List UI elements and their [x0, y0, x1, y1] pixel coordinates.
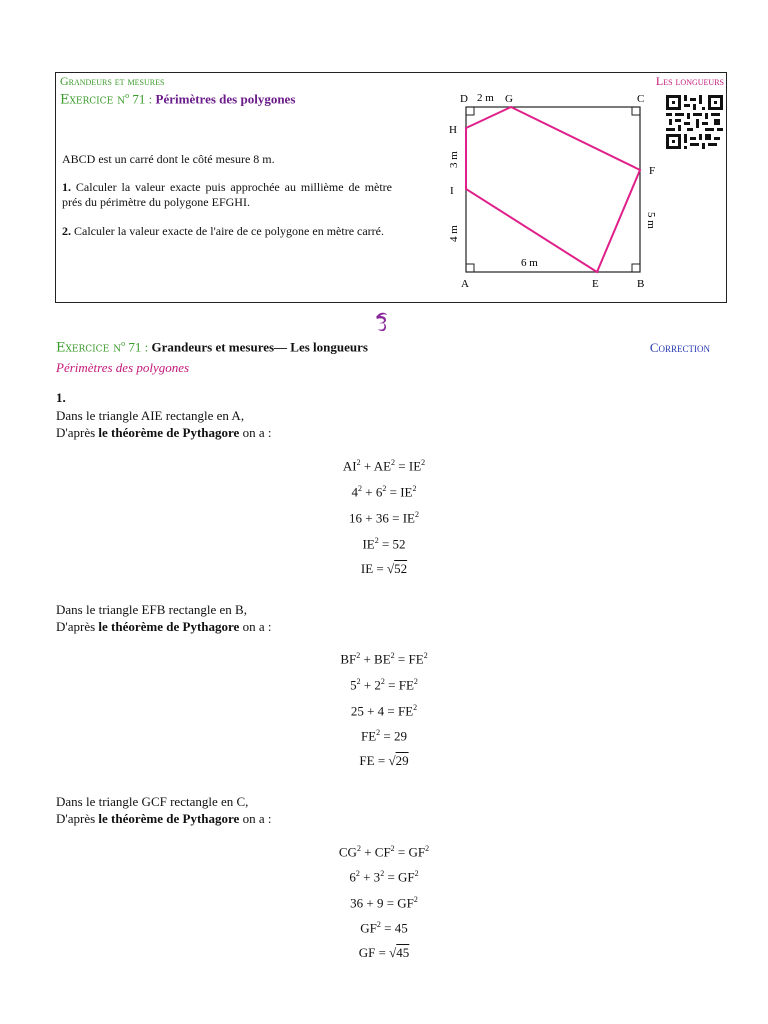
eq-efb-4: $FE^2 = 29$ — [360, 728, 407, 744]
statement-q1 — [62, 180, 392, 210]
eq-efb-3: $25 + 4 = FE^2$ — [350, 703, 418, 719]
correction-exercise-label: Exercice n — [56, 340, 122, 356]
correction-subtitle: Périmètres des polygones — [56, 360, 190, 375]
right-angle-d — [466, 107, 474, 115]
correction-exercise-sup: o — [121, 339, 126, 348]
statement-intro: ABCD est un carré dont le côté mesure 8 m. — [62, 152, 275, 166]
correction-link[interactable]: Correction — [649, 340, 710, 355]
eq-gcf-2: $6^2 + 3^2 = GF^2$ — [349, 869, 419, 885]
q2-number: 2. — [62, 224, 71, 238]
exercise-title: Périmètres des polygones — [155, 91, 296, 107]
eq-gcf-5: GF = √45 — [358, 945, 410, 960]
point-e: E — [592, 278, 599, 290]
point-d: D — [460, 93, 468, 105]
point-c: C — [637, 93, 645, 105]
exercise-number: 71 : — [132, 91, 153, 107]
block-efb — [56, 601, 271, 635]
block-aie — [56, 407, 271, 441]
eq-aie-3: $16 + 36 = IE^2$ — [349, 510, 419, 526]
polygon-efghi — [466, 107, 640, 272]
right-angle-a — [466, 264, 474, 272]
correction-heading — [56, 339, 368, 355]
eq-gcf-3: $36 + 9 = GF^2$ — [350, 895, 418, 911]
point-h: H — [449, 124, 457, 136]
block-efb-line1: Dans le triangle EFB rectangle en B, — [56, 602, 247, 617]
statement-q2 — [62, 224, 392, 239]
square-abcd — [466, 107, 640, 272]
eq-aie-1: $AI^2 + AE^2 = IE^2$ — [342, 458, 426, 474]
q1-number: 1. — [62, 180, 71, 194]
eq-efb-2: $5^2 + 2^2 = FE^2$ — [350, 677, 418, 693]
point-i: I — [450, 185, 454, 197]
chapter-title: Les longueurs — [655, 74, 724, 88]
label-ae: 6 m — [521, 257, 538, 269]
point-a: A — [461, 278, 469, 290]
label-dg: 2 m — [477, 92, 494, 104]
eq-gcf-4: $GF^2 = 45$ — [360, 920, 408, 936]
block-gcf-line2: D'après le théorème de Pythagore on a : — [56, 811, 272, 826]
point-f: F — [649, 165, 656, 177]
domain-title: Grandeurs et mesures — [60, 74, 165, 88]
label-fb: 5 m — [645, 212, 657, 229]
label-ia: 4 m — [448, 225, 460, 242]
exercise-heading — [60, 91, 295, 107]
correction-exercise-number: 71 : — [128, 339, 149, 355]
block-gcf — [56, 793, 271, 827]
label-hi: 3 m — [448, 151, 460, 168]
correction-title: Grandeurs et mesures— Les longueurs — [151, 339, 368, 355]
qr-code-icon — [666, 95, 723, 149]
point-b: B — [637, 278, 645, 290]
block-aie-line2: D'après le théorème de Pythagore on a : — [56, 425, 272, 440]
eq-gcf-1: $CG^2 + CF^2 = GF^2$ — [338, 844, 430, 860]
block-efb-line2: D'après le théorème de Pythagore on a : — [56, 619, 272, 634]
block-gcf-line1: Dans le triangle GCF rectangle en C, — [56, 794, 249, 809]
eq-efb-5: FE = √29 — [359, 753, 409, 768]
correction-q1: 1. — [56, 390, 66, 405]
right-angle-b — [632, 264, 640, 272]
eq-aie-2: $4^2 + 6^2 = IE^2$ — [351, 484, 417, 500]
right-angle-c — [632, 107, 640, 115]
exercise-sup: o — [125, 91, 130, 100]
q1-text: Calculer la valeur exacte puis approchée au millième de mètre prés du périmètre du polygone EFGHI. — [62, 180, 393, 209]
eq-efb-1: $BF^2 + BE^2 = FE^2$ — [340, 651, 428, 667]
point-g: G — [505, 93, 513, 105]
exercise-label: Exercice n — [60, 92, 126, 108]
eq-aie-5: IE = √52 — [360, 561, 408, 576]
geometry-figure — [440, 88, 660, 298]
eq-aie-4: $IE^2 = 52$ — [362, 536, 406, 552]
decorative-glyph-icon — [374, 311, 392, 333]
q2-text: Calculer la valeur exacte de l'aire de ce polygone en mètre carré. — [74, 224, 384, 238]
block-aie-line1: Dans le triangle AIE rectangle en A, — [56, 408, 245, 423]
